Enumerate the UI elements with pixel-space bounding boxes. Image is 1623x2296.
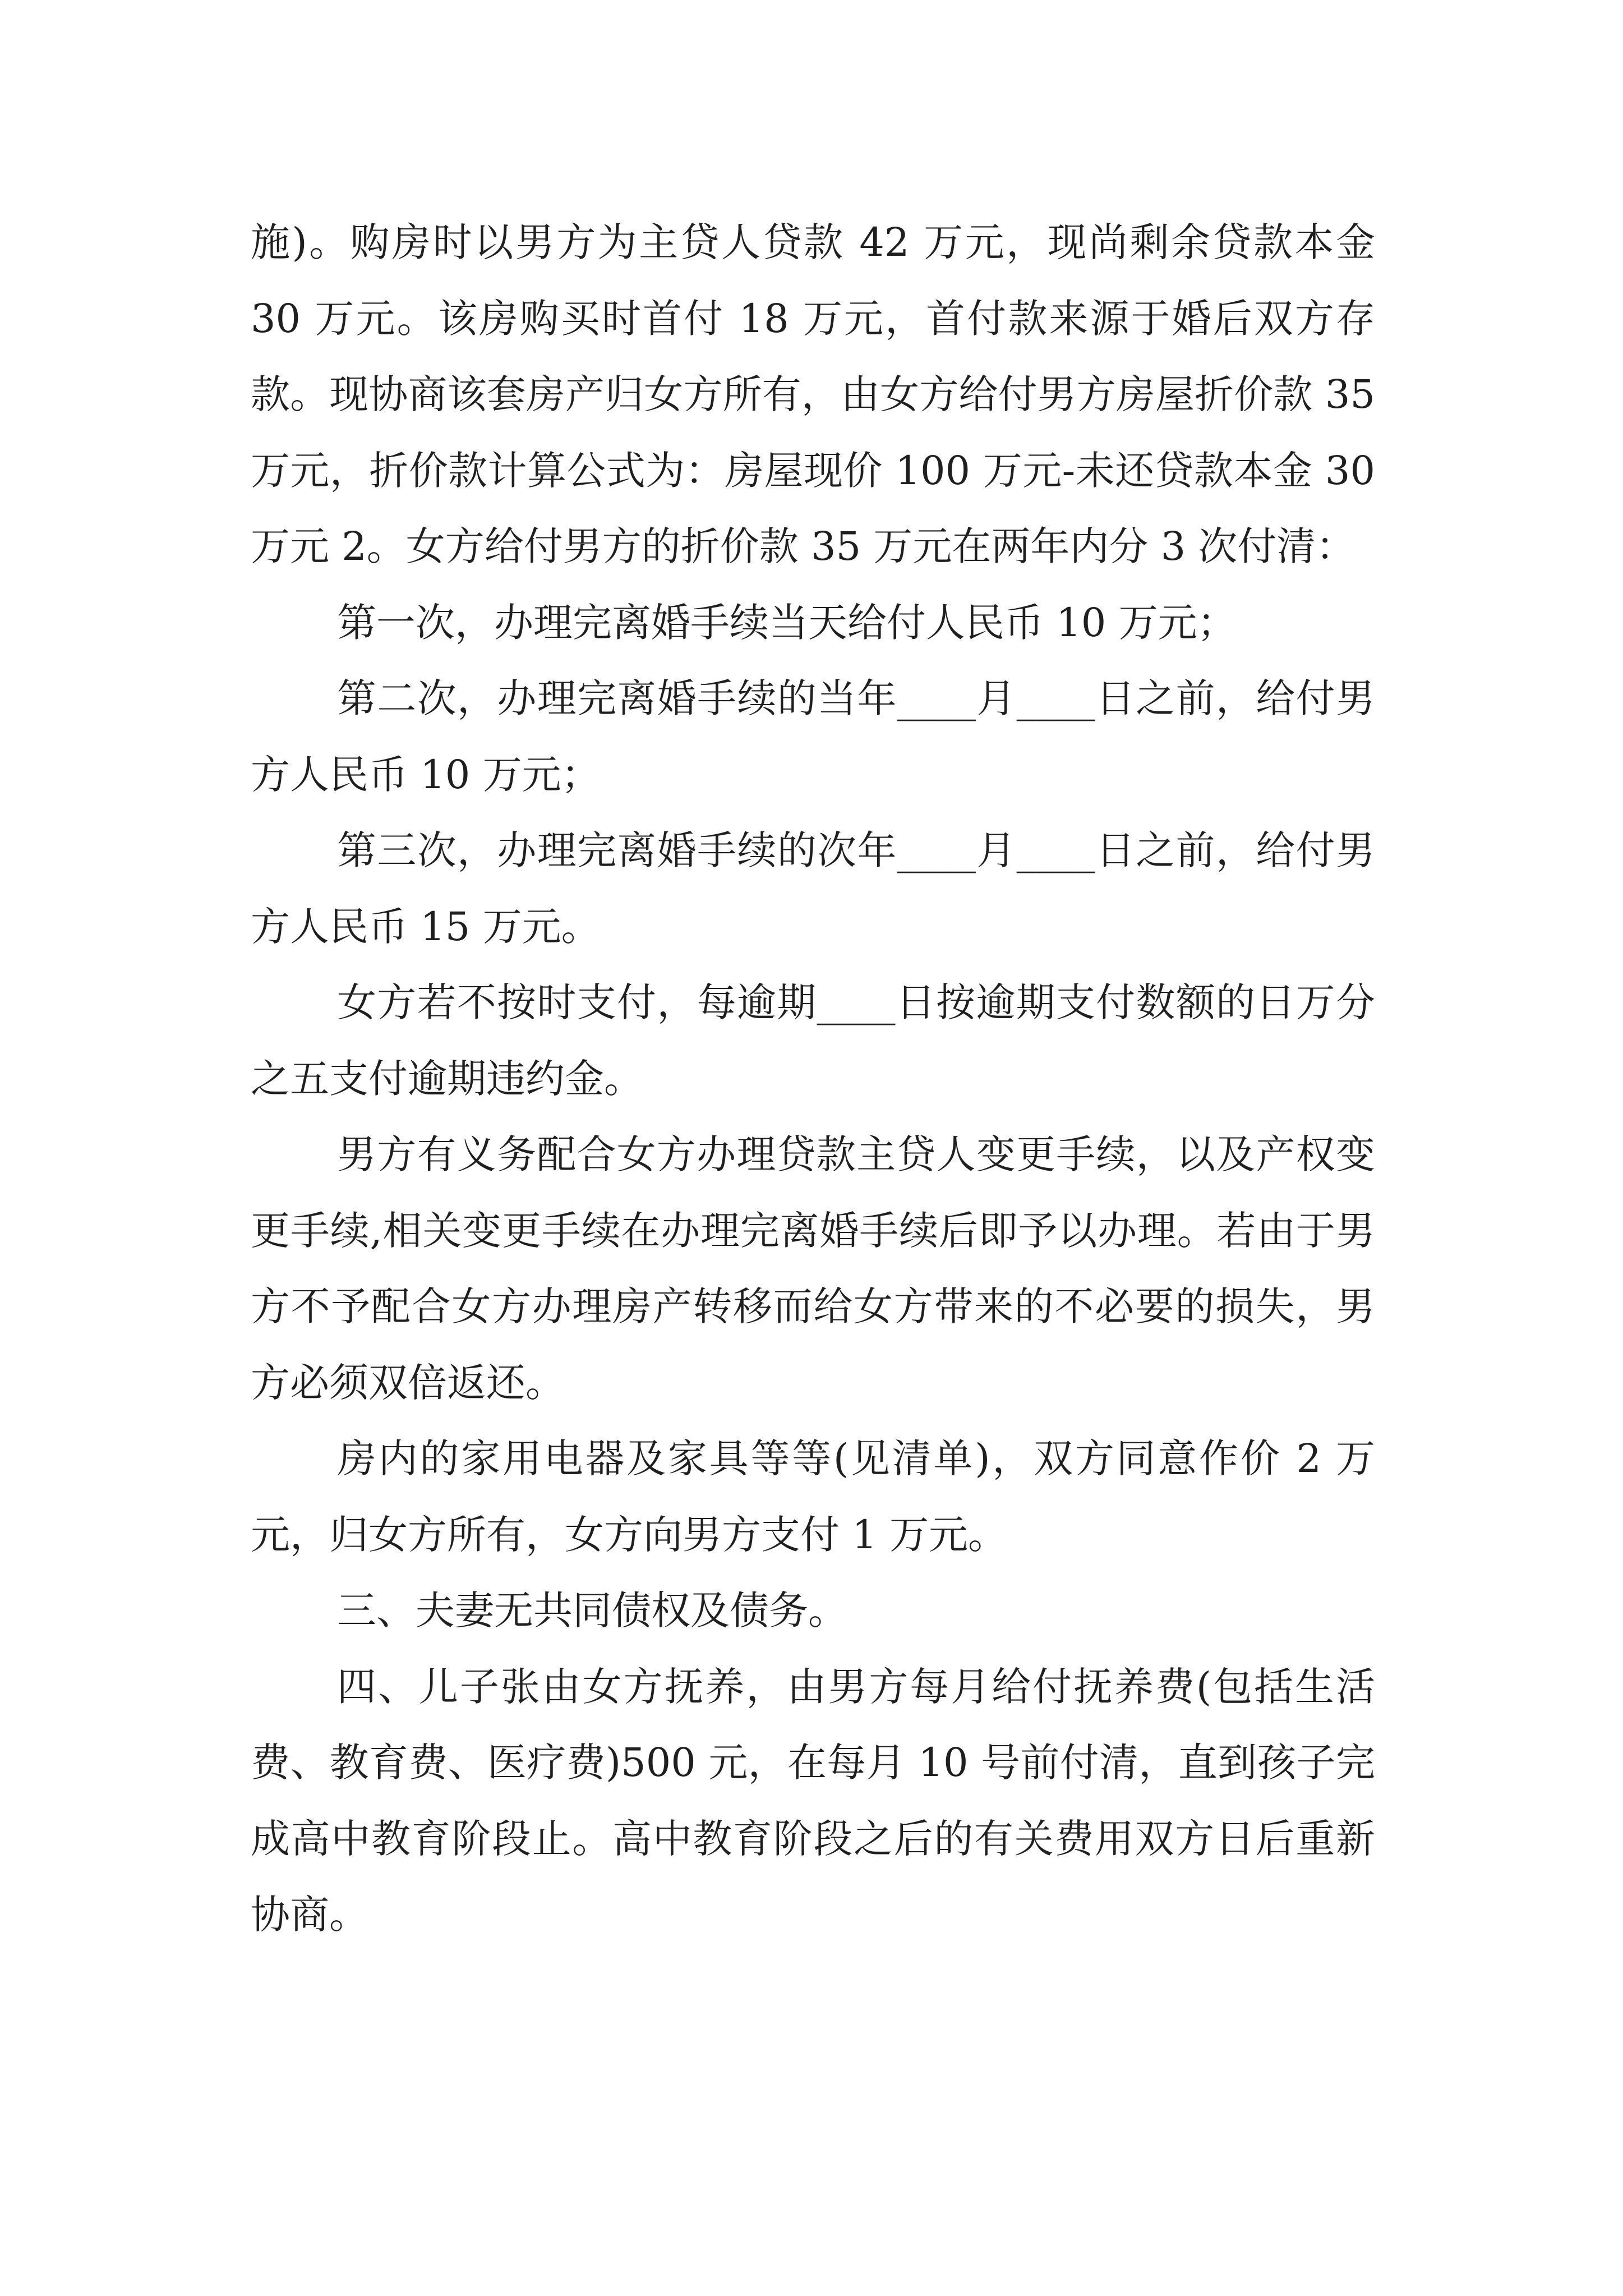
- document-body: [251, 205, 1375, 1953]
- paragraph-second-payment: 第二次，办理完离婚手续的当年____月____日之前，给付男方人民币 10 万元；: [251, 675, 1375, 798]
- paragraph-child-support: 四、儿子张由女方抚养，由男方每月给付抚养费(包括生活费、教育费、医疗费)500 元，在每月 10 号前付清，直到孩子完成高中教育阶段止。高中教育阶段之后的有关费用双方日后重新协商。: [251, 1663, 1375, 1938]
- paragraph-third-payment: 第三次，办理完离婚手续的次年____月____日之前，给付男方人民币 15 万元。: [251, 827, 1375, 950]
- paragraph-late-penalty: 女方若不按时支付，每逾期____日按逾期支付数额的日万分之五支付逾期违约金。: [251, 979, 1375, 1102]
- paragraph-first-payment: 第一次，办理完离婚手续当天给付人民币 10 万元；: [337, 599, 1237, 646]
- paragraph-furniture: 房内的家用电器及家具等等(见清单)，双方同意作价 2 万元，归女方所有，女方向男方支付 1 万元。: [251, 1435, 1375, 1558]
- paragraph-property-terms: 施)。购房时以男方为主贷人贷款 42 万元，现尚剩余贷款本金 30 万元。该房购买时首付 18 万元，首付款来源于婚后双方存款。现协商该套房产归女方所有，由女方给付男方房屋折价款 35 万元，折价款计算公式为：房屋现价 100 万元-未还贷款本金 30 万元 2。女方给付男方的折价款 35 万元在两年内分 3 次付清：: [251, 219, 1375, 569]
- paragraph-loan-transfer: 男方有义务配合女方办理贷款主贷人变更手续，以及产权变更手续,相关变更手续在办理完离婚手续后即予以办理。若由于男方不予配合女方办理房产转移而给女方带来的不必要的损失，男方必须双倍返还。: [251, 1131, 1375, 1406]
- paragraph-debts: 三、夫妻无共同债权及债务。: [337, 1588, 847, 1634]
